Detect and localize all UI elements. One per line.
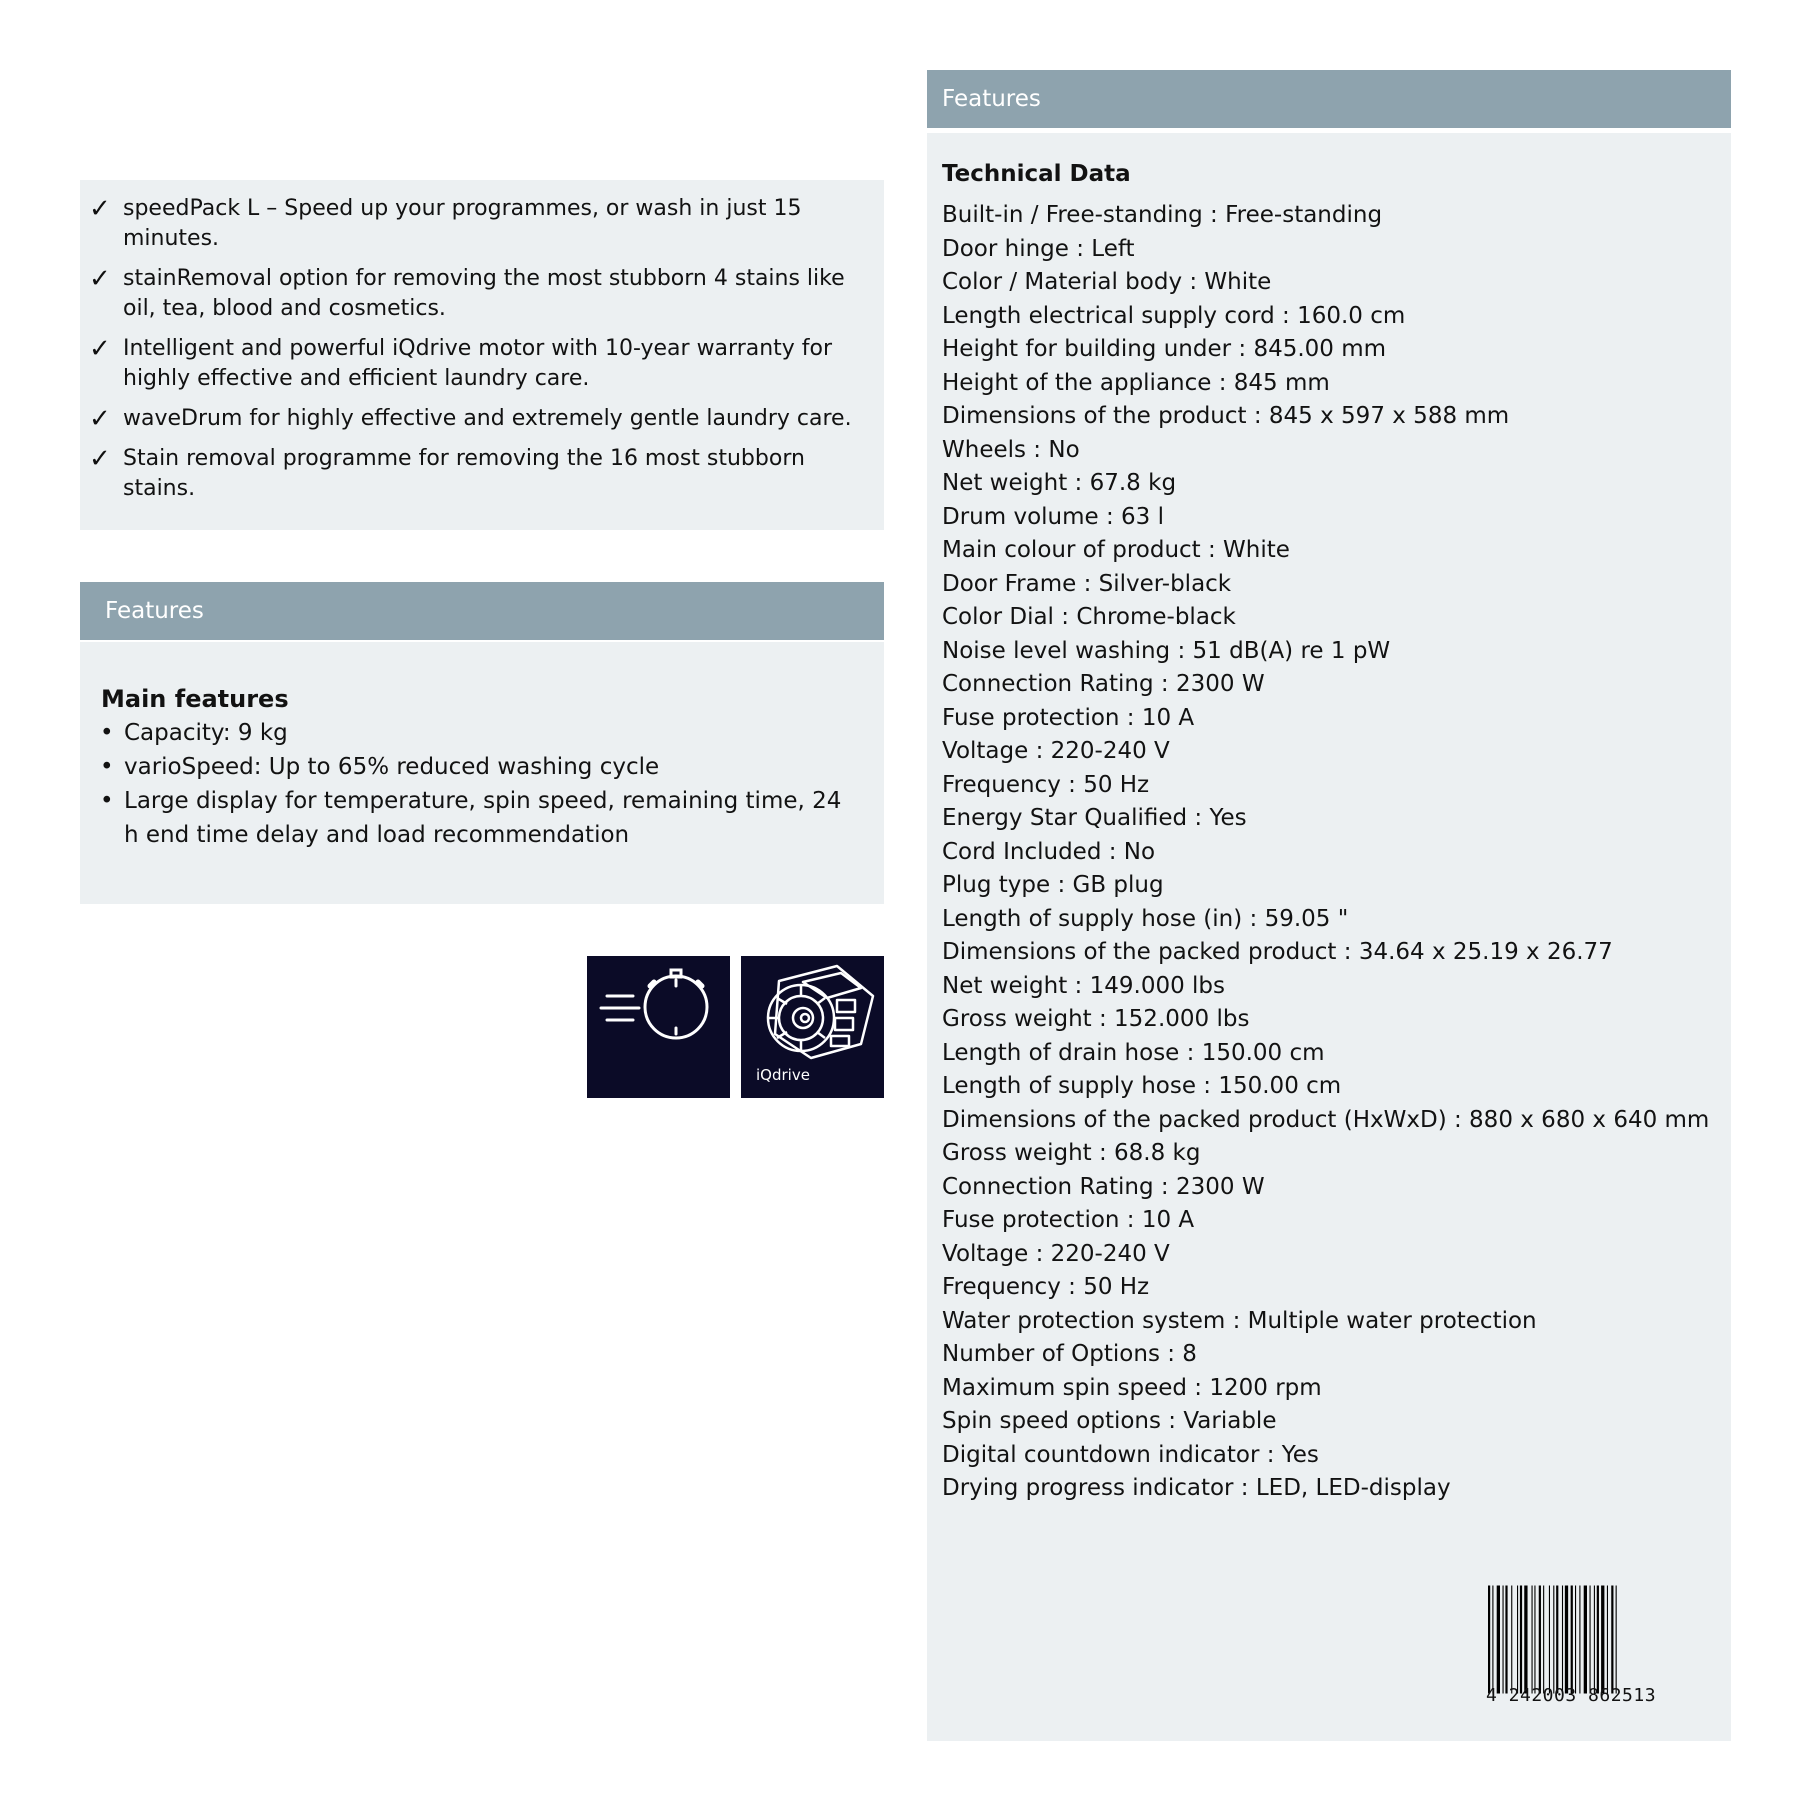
technical-data-row: Drying progress indicator : LED, LED-display (942, 1475, 1451, 1501)
technical-data-row: Spin speed options : Variable (942, 1408, 1277, 1434)
iqdrive-caption: iQdrive (756, 1066, 810, 1084)
technical-data-panel (927, 133, 1731, 1741)
technical-data-row: Digital countdown indicator : Yes (942, 1441, 1319, 1468)
technical-data-row: Gross weight : 152.000 lbs (942, 1006, 1250, 1032)
features-header-right-title: Features (942, 86, 1041, 112)
checkmark-icon: ✓ (89, 194, 111, 224)
technical-data-row: Fuse protection : 10 A (942, 704, 1195, 731)
technical-data-row: Built-in / Free-standing : Free-standing (942, 202, 1383, 228)
technical-data-title: Technical Data (942, 161, 1131, 187)
technical-data-row: Fuse protection : 10 A (942, 1207, 1195, 1233)
technical-data-row: Water protection system : Multiple water protection (942, 1307, 1537, 1334)
usp-checklist (80, 180, 884, 504)
technical-data-row: Connection Rating : 2300 W (942, 1173, 1265, 1200)
checklist-item-text: Intelligent and powerful iQdrive motor with 10-year warranty for highly effective and efficient laundry care. (123, 336, 833, 391)
technical-data-row: Net weight : 149.000 lbs (942, 972, 1225, 999)
technical-data-row: Frequency : 50 Hz (942, 771, 1150, 798)
technical-data-row: Dimensions of the packed product : 34.64 x 25.19 x 26.77 (942, 939, 1613, 965)
speedpack-stopwatch-icon (587, 956, 730, 1098)
features-header-right (927, 70, 1731, 128)
technical-data-row: Net weight : 67.8 kg (942, 470, 1177, 496)
checklist-item-text: waveDrum for highly effective and extremely gentle laundry care. (123, 406, 852, 431)
technical-data-row: Main colour of product : White (942, 537, 1290, 563)
checkmark-icon: ✓ (89, 444, 111, 474)
technical-data-row: Height of the appliance : 845 mm (942, 369, 1330, 396)
checklist-item (89, 404, 854, 434)
main-feature-item (100, 750, 844, 784)
technical-data-row: Drum volume : 63 l (942, 503, 1165, 530)
technical-data-row: Height for building under : 845.00 mm (942, 336, 1387, 362)
checkmark-icon: ✓ (89, 334, 111, 364)
iqdrive-motor-icon (741, 956, 884, 1098)
technical-data-row: Voltage : 220-240 V (942, 738, 1170, 764)
technical-data-row: Length electrical supply cord : 160.0 cm (942, 302, 1406, 329)
checklist-item-text: stainRemoval option for removing the most stubborn 4 stains like oil, tea, blood and cosmetics. (123, 266, 845, 321)
main-feature-text: varioSpeed: Up to 65% reduced washing cycle (124, 754, 660, 780)
bullet-icon: • (100, 754, 114, 780)
checklist-item (89, 334, 854, 394)
checklist-item-text: Stain removal programme for removing the 16 most stubborn stains. (123, 446, 805, 501)
technical-data-row: Energy Star Qualified : Yes (942, 805, 1247, 831)
checklist-item (89, 264, 854, 324)
main-feature-text: Capacity: 9 kg (124, 720, 288, 746)
checkmark-icon: ✓ (89, 264, 111, 294)
technical-data-row: Dimensions of the packed product (HxWxD) : 880 x 680 x 640 mm (942, 1106, 1710, 1133)
technical-data-row: Gross weight : 68.8 kg (942, 1140, 1201, 1166)
main-features-panel (80, 642, 884, 904)
checklist-item (89, 194, 854, 254)
technical-data-row: Color Dial : Chrome-black (942, 604, 1236, 630)
features-header-left (80, 582, 884, 640)
main-feature-text: Large display for temperature, spin speed, remaining time, 24 h end time delay and load recommendation (124, 788, 842, 848)
main-features-list (100, 716, 844, 852)
technical-data-row: Noise level washing : 51 dB(A) re 1 pW (942, 637, 1391, 664)
technical-data-row: Frequency : 50 Hz (942, 1274, 1150, 1300)
technical-data-row: Door Frame : Silver-black (942, 570, 1232, 597)
technical-data-row: Plug type : GB plug (942, 872, 1164, 898)
technical-data-row: Voltage : 220-240 V (942, 1240, 1170, 1267)
usp-checklist-panel (80, 180, 884, 530)
checkmark-icon: ✓ (89, 404, 111, 434)
technical-data-row: Color / Material body : White (942, 269, 1272, 295)
technical-data-row: Length of supply hose : 150.00 cm (942, 1073, 1342, 1099)
technical-data-row: Number of Options : 8 (942, 1341, 1197, 1367)
technical-data-row: Door hinge : Left (942, 235, 1135, 262)
technical-data-row: Length of supply hose (in) : 59.05 " (942, 905, 1349, 932)
technical-data-row: Dimensions of the product : 845 x 597 x 588 mm (942, 403, 1510, 429)
barcode-number: 4 242003 862513 (1486, 1685, 1657, 1706)
main-feature-item (100, 716, 844, 750)
technical-data-row: Cord Included : No (942, 838, 1156, 865)
technical-data-row: Maximum spin speed : 1200 rpm (942, 1374, 1322, 1401)
main-feature-item (100, 784, 844, 852)
bullet-icon: • (100, 720, 114, 746)
technical-data-row: Length of drain hose : 150.00 cm (942, 1039, 1325, 1066)
technical-data-row: Wheels : No (942, 436, 1080, 463)
checklist-item-text: speedPack L – Speed up your programmes, or wash in just 15 minutes. (123, 196, 802, 251)
technical-data-row: Connection Rating : 2300 W (942, 671, 1265, 697)
main-features-title: Main features (101, 685, 289, 713)
checklist-item (89, 444, 854, 504)
features-header-left-title: Features (105, 598, 204, 624)
technical-data-list (942, 199, 1722, 1506)
bullet-icon: • (100, 788, 114, 814)
